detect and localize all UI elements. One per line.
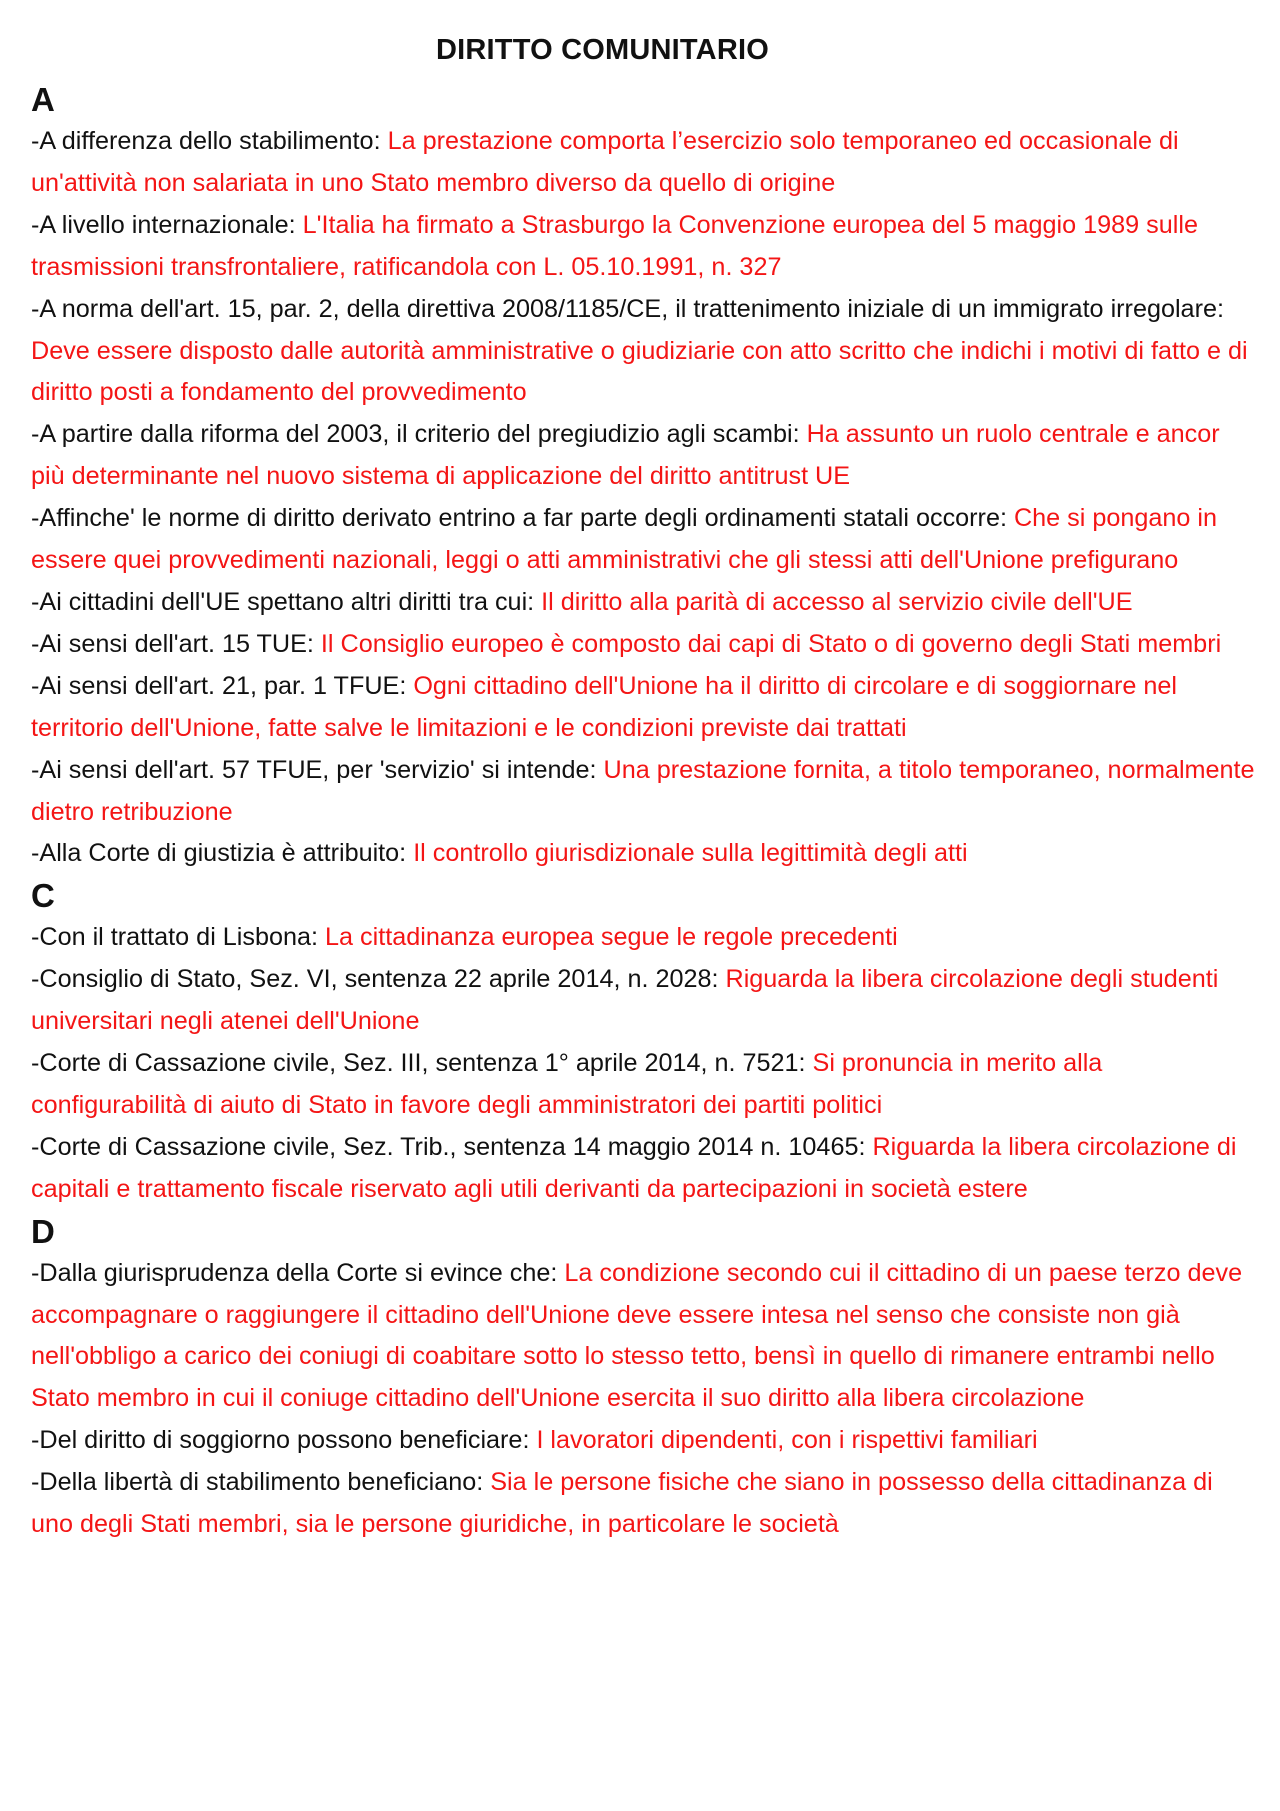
entry-question: -Alla Corte di giustizia è attribuito: <box>31 839 414 868</box>
entry <box>31 1253 1258 1421</box>
entry-list <box>31 917 1258 1210</box>
entry-answer: I lavoratori dipendenti, con i rispettivi familiari <box>536 1426 1038 1455</box>
entry-question: -Dalla giurisprudenza della Corte si evince che: <box>31 1258 565 1287</box>
entry-answer: La prestazione comporta l’esercizio solo temporaneo ed occasionale di un'attività non salariata in uno Stato membro diverso da quello di origine <box>31 127 1179 197</box>
entry-answer: La condizione secondo cui il cittadino di un paese terzo deve accompagnare o raggiungere il cittadino dell'Unione deve essere intesa nel senso che consiste non già nell'obbligo a carico dei coniugi di coabitare sotto lo stesso tetto, bensì in quello di rimanere entrambi nello Stato membro in cui il coniuge cittadino dell'Unione esercita il suo diritto alla libera circolazione <box>31 1258 1243 1413</box>
entry-question: -Ai cittadini dell'UE spettano altri diritti tra cui: <box>31 587 542 616</box>
section-d <box>31 1211 1258 1546</box>
entry-list <box>31 121 1258 875</box>
entry-question: -Corte di Cassazione civile, Sez. III, sentenza 1° aprile 2014, n. 7521: <box>31 1049 813 1078</box>
entry <box>31 1043 1258 1127</box>
entry <box>31 498 1258 582</box>
entry <box>31 289 1258 415</box>
entry-question: -Ai sensi dell'art. 57 TFUE, per 'servizio' si intende: <box>31 755 604 784</box>
entry-question: -Affinche' le norme di diritto derivato entrino a far parte degli ordinamenti statali occorre: <box>31 504 1014 533</box>
entry-question: -Consiglio di Stato, Sez. VI, sentenza 22 aprile 2014, n. 2028: <box>31 965 726 994</box>
entry-answer: L'Italia ha firmato a Strasburgo la Convenzione europea del 5 maggio 1989 sulle trasmissioni transfrontaliere, ratificandola con L. 05.10.1991, n. 327 <box>31 210 1198 281</box>
entry-question: -A partire dalla riforma del 2003, il criterio del pregiudizio agli scambi: <box>31 420 807 449</box>
entry-answer: Il controllo giurisdizionale sulla legittimità degli atti <box>413 839 968 868</box>
entry-answer: Deve essere disposto dalle autorità amministrative o giudiziarie con atto scritto che indichi i motivi di fatto e di diritto posti a fondamento del provvedimento <box>31 336 1248 407</box>
section-letter: A <box>31 81 55 118</box>
entry-answer: Sia le persone fisiche che siano in possesso della cittadinanza di uno degli Stati membri, sia le persone giuridiche, in particolare le società <box>31 1468 1213 1539</box>
section-letter: D <box>31 1212 55 1250</box>
section-a <box>31 79 1258 875</box>
entry-question: -A norma dell'art. 15, par. 2, della direttiva 2008/1185/CE, il trattenimento iniziale di un immigrato irregolare: <box>31 294 1224 323</box>
entry <box>31 121 1258 205</box>
entry <box>31 959 1258 1043</box>
entry-answer: La cittadinanza europea segue le regole precedenti <box>325 923 898 952</box>
entry <box>31 582 1258 624</box>
entry-answer: Riguarda la libera circolazione degli studenti universitari negli atenei dell'Unione <box>31 965 1219 1036</box>
entry-answer: Il diritto alla parità di accesso al servizio civile dell'UE <box>541 587 1133 616</box>
entry <box>31 205 1258 289</box>
entry <box>31 917 1258 959</box>
entry-question: -Con il trattato di Lisbona: <box>31 923 326 952</box>
entry-answer: Ha assunto un ruolo centrale e ancor più determinante nel nuovo sistema di applicazione del diritto antitrust UE <box>31 420 1220 491</box>
entry-question: -Della libertà di stabilimento beneficiano: <box>31 1468 491 1497</box>
entry <box>31 414 1258 498</box>
entry <box>31 1420 1258 1462</box>
entry-answer: Si pronuncia in merito alla configurabilità di aiuto di Stato in favore degli amministratori dei partiti politici <box>31 1049 1103 1119</box>
entry <box>31 750 1258 834</box>
section-letter: C <box>31 877 55 915</box>
document-title: DIRITTO COMUNITARIO <box>436 34 769 66</box>
entry-answer: Che si pongano in essere quei provvedimenti nazionali, leggi o atti amministrativi che gli stessi atti dell'Unione prefigurano <box>31 504 1218 575</box>
entry-list <box>31 1253 1258 1546</box>
entry-answer: Il Consiglio europeo è composto dai capi di Stato o di governo degli Stati membri <box>320 629 1222 658</box>
entry-question: -Del diritto di soggiorno possono beneficiare: <box>31 1426 537 1455</box>
entry <box>31 624 1258 666</box>
entry-question: -Corte di Cassazione civile, Sez. Trib., sentenza 14 maggio 2014 n. 10465: <box>31 1132 873 1161</box>
entry <box>31 1127 1258 1211</box>
entry-answer: Una prestazione fornita, a titolo temporaneo, normalmente dietro retribuzione <box>31 755 1255 826</box>
entry <box>31 1462 1258 1546</box>
entry <box>31 833 1258 875</box>
entry-question: -A livello internazionale: <box>31 210 303 239</box>
entry-answer: Ogni cittadino dell'Unione ha il diritto di circolare e di soggiornare nel territorio dell'Unione, fatte salve le limitazioni e le condizioni previste dai trattati <box>31 671 1177 742</box>
document-body <box>31 79 1258 1546</box>
entry-question: -Ai sensi dell'art. 21, par. 1 TFUE: <box>31 671 414 700</box>
section-c <box>31 875 1258 1210</box>
entry <box>31 666 1258 750</box>
entry-question: -A differenza dello stabilimento: <box>31 127 388 155</box>
entry-answer: Riguarda la libera circolazione di capitali e trattamento fiscale riservato agli utili derivanti da partecipazioni in società estere <box>31 1132 1237 1203</box>
entry-question: -Ai sensi dell'art. 15 TUE: <box>31 629 321 658</box>
